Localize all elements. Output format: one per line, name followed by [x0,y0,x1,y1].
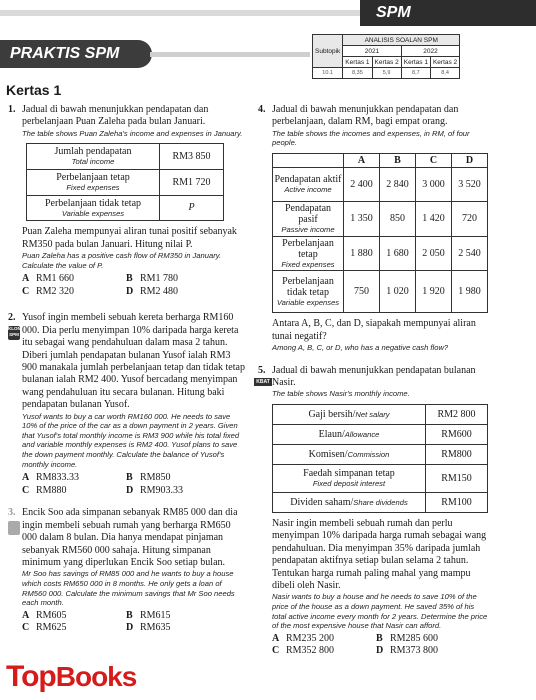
kbat-icon: KBAT [254,378,272,386]
row-translation: Share dividends [353,498,408,507]
row-translation: Fixed expenses [66,183,120,192]
question-number: 3. [8,507,16,519]
question-2 [8,312,246,497]
col-header: Kertas 1 [343,57,372,68]
question-text: Jadual di bawah menunjukkan pendapatan bulanan Nasir. [272,364,476,388]
row-label: Pendapatan aktif [274,174,342,186]
question-number: 2. [8,312,16,324]
question-4 [258,104,490,353]
row-translation: Commission [347,450,390,459]
income-expense-table [272,153,488,313]
col-header: D [452,154,488,168]
row-translation: Allowance [344,430,380,439]
row-value: RM2 800 [426,405,488,425]
row-label: Perbelanjaan tidak tetap [44,197,142,209]
row-label: Gaji bersih/ [308,409,356,420]
question-translation: The table shows Nasir's monthly income. [272,389,410,399]
option-d[interactable]: D RM903.33 [126,484,184,496]
paper-heading: Kertas 1 [6,82,62,98]
question-translation: Puan Zaleha has a positive cash flow of RM350 in January. Calculate the value of P. [22,251,222,270]
question-1 [8,104,246,298]
row-value: RM1 720 [160,170,224,196]
option-c[interactable]: C RM2 320 [22,285,75,297]
cell: 8,35 [343,68,372,79]
cell: 2 050 [416,236,452,271]
answer-options [22,610,246,635]
monthly-income-table [272,404,488,513]
question-text: Nasir ingin membeli sebuah rumah dan perlu menyimpan 10% daripada harga rumah sebagai wang pendahuluan. Dia menyimpan 35% daripada jumlah pendapatan aktifnya setiap bulan selama 2 tahun. Tentukan harga rumah paling mahal yang mampu dibeli oleh Nasir. [272,518,487,592]
answer-options [22,472,246,497]
cell: 3 520 [452,168,488,202]
cell: 2 400 [344,168,380,202]
option-a[interactable]: A RM1 660 [22,273,75,285]
cell: 2 540 [452,236,488,271]
question-number: 5. [258,364,266,376]
cell: 1 920 [416,271,452,313]
cell: 1 350 [344,202,380,237]
col-header: Kertas 2 [372,57,401,68]
question-text: Antara A, B, C, dan D, siapakah mempunyai aliran tunai negatif? [272,318,476,342]
analisis-soalan-table [312,34,460,79]
question-text: Puan Zaleha mempunyai aliran tunai positif sebanyak RM350 pada bulan Januari. Hitung nilai P. [22,226,237,250]
divider [150,52,310,57]
option-b[interactable]: B RM1 780 [126,273,179,285]
col-header: A [344,154,380,168]
question-translation: The table shows Puan Zaleha's income and expenses in January. [22,128,243,138]
option-a[interactable]: A RM605 [22,609,67,621]
question-text: Yusof ingin membeli sebuah kereta berharga RM160 000. Dia perlu menyimpan 10% daripada harga kereta itu sebagai wang pendahuluan dalam masa 2 tahun. Diberi jumlah pendapatan bulanan Yusof ialah RM3 900 manakala jumlah perbelanjaan tetap dan tidak tetap bulanan ialah RM2 400. Yusof bercadang menyimpan wang pendahuluan itu secara bulanan. Hitung baki pendapatan bulanan Yusof. [22,312,245,411]
cell: 1 420 [416,202,452,237]
row-label: Jumlah pendapatan [54,146,132,158]
cell: 720 [452,202,488,237]
option-c[interactable]: C RM625 [22,622,67,634]
question-3 [8,507,246,635]
cell: 5,9 [372,68,401,79]
row-label: Perbelanjaan tetap [56,172,130,183]
spm-tab: SPM [360,0,536,26]
row-translation: Fixed expenses [281,259,335,269]
col-header: Kertas 1 [401,57,430,68]
col-header: C [416,154,452,168]
question-translation: Yusof wants to buy a car worth RM160 000. He needs to save 10% of the price of the car as a down payment in 2 years. Given that Yusof's total monthly income is RM3 900 while his total fixed and variable monthly expenses is RM2 400. Yusof plans to save the down payment monthly. Calculate the balance of Yusof's monthly income. [22,411,240,469]
row-translation: Variable expenses [276,297,340,307]
row-label: Faedah simpanan tetap [303,468,395,480]
cell: 8,7 [401,68,430,79]
row-value: RM600 [426,425,488,445]
row-value: RM800 [426,445,488,465]
analisis-title: ANALISIS SOALAN SPM [343,35,460,46]
cell: 1 980 [452,271,488,313]
question-number: 1. [8,104,16,115]
cell: 3 000 [416,168,452,202]
option-d[interactable]: D RM2 480 [126,285,179,297]
row-translation: Net salary [355,410,390,419]
question-translation: Mr Soo has savings of RM85 000 and he wants to buy a house which costs RM650 000 in 8 months. He only gets a loan of RM560 000. Calculate the minimum savings that Mr Soo needs each month. [22,569,235,608]
option-d[interactable]: D RM635 [126,622,171,634]
row-value: RM3 850 [160,144,224,170]
income-table [26,143,224,221]
question-translation: The table shows the incomes and expenses, in RM, of four people. [272,128,470,148]
option-a[interactable]: A RM833.33 [22,472,80,484]
row-value: RM100 [426,493,488,513]
question-number: 4. [258,104,266,115]
year-2021: 2021 [343,46,401,57]
klon-spm-icon [8,521,20,535]
topbooks-logo: TopBooks [6,660,137,693]
left-column [8,104,246,635]
row-label: 10.1 [313,68,343,79]
row-label: Komisen/ [308,449,348,460]
option-c[interactable]: C RM352 800 [272,645,335,657]
cell: 2 840 [380,168,416,202]
option-c[interactable]: C RM880 [22,484,67,496]
answer-options [272,633,490,658]
question-5 [258,365,490,658]
col-header: Kertas 2 [430,57,459,68]
row-label: Elaun/ [318,429,345,440]
row-translation: Passive income [281,225,335,234]
cell: 1 680 [380,236,416,271]
option-b[interactable]: B RM615 [126,609,171,621]
cell: 750 [344,271,380,313]
option-d[interactable]: D RM373 800 [376,645,439,657]
row-translation: Fixed deposit interest [312,479,386,489]
option-b[interactable]: B RM850 [126,472,171,484]
cell: 850 [380,202,416,237]
section-title-banner: PRAKTIS SPM [0,40,152,68]
col-header: B [380,154,416,168]
row-value: P [160,195,224,221]
option-a[interactable]: A RM235 200 [272,632,335,644]
row-translation: Total income [71,157,115,167]
question-translation: Among A, B, C, or D, who has a negative cash flow? [272,343,449,352]
year-2022: 2022 [401,46,459,57]
right-column [258,104,490,658]
row-translation: Active income [284,185,332,195]
row-label: Perbelanjaan tetap [282,237,334,260]
cell: 1 880 [344,236,380,271]
row-label: Dividen saham/ [290,497,354,508]
question-text: Jadual di bawah menunjukkan pendapatan dan perbelanjaan Puan Zaleha pada bulan Januari. [22,104,209,128]
cell: 1 020 [380,271,416,313]
klon-spm-icon: KLON SPM [8,326,20,340]
question-text: Encik Soo ada simpanan sebanyak RM85 000 dan dia ingin membeli sebuah rumah yang berharga RM650 000 dalam 8 bulan. Dia hanya mendapat pinjaman sebanyak RM560 000 sahaja. Hitung simpanan minimum yang diperlukan Encik Soo setiap bulan. [22,507,238,568]
row-value: RM150 [426,465,488,493]
subtopik-header: Subtopik [313,35,343,68]
question-translation: Nasir wants to buy a house and he needs to save 10% of the price of the house as a down payment. He saved 35% of his total active income every month for 2 years. Determine the price of the most expensive house that Nasir can afford. [272,592,488,631]
row-label: Perbelanjaan tidak tetap [282,275,334,298]
cell: 8,4 [430,68,459,79]
option-b[interactable]: B RM285 600 [376,632,439,644]
row-translation: Variable expenses [61,208,125,218]
row-label: Pendapatan pasif [284,203,332,225]
answer-options [22,273,246,298]
question-text: Jadual di bawah menunjukkan pendapatan dan perbelanjaan, dalam RM, bagi empat orang. [272,104,459,128]
